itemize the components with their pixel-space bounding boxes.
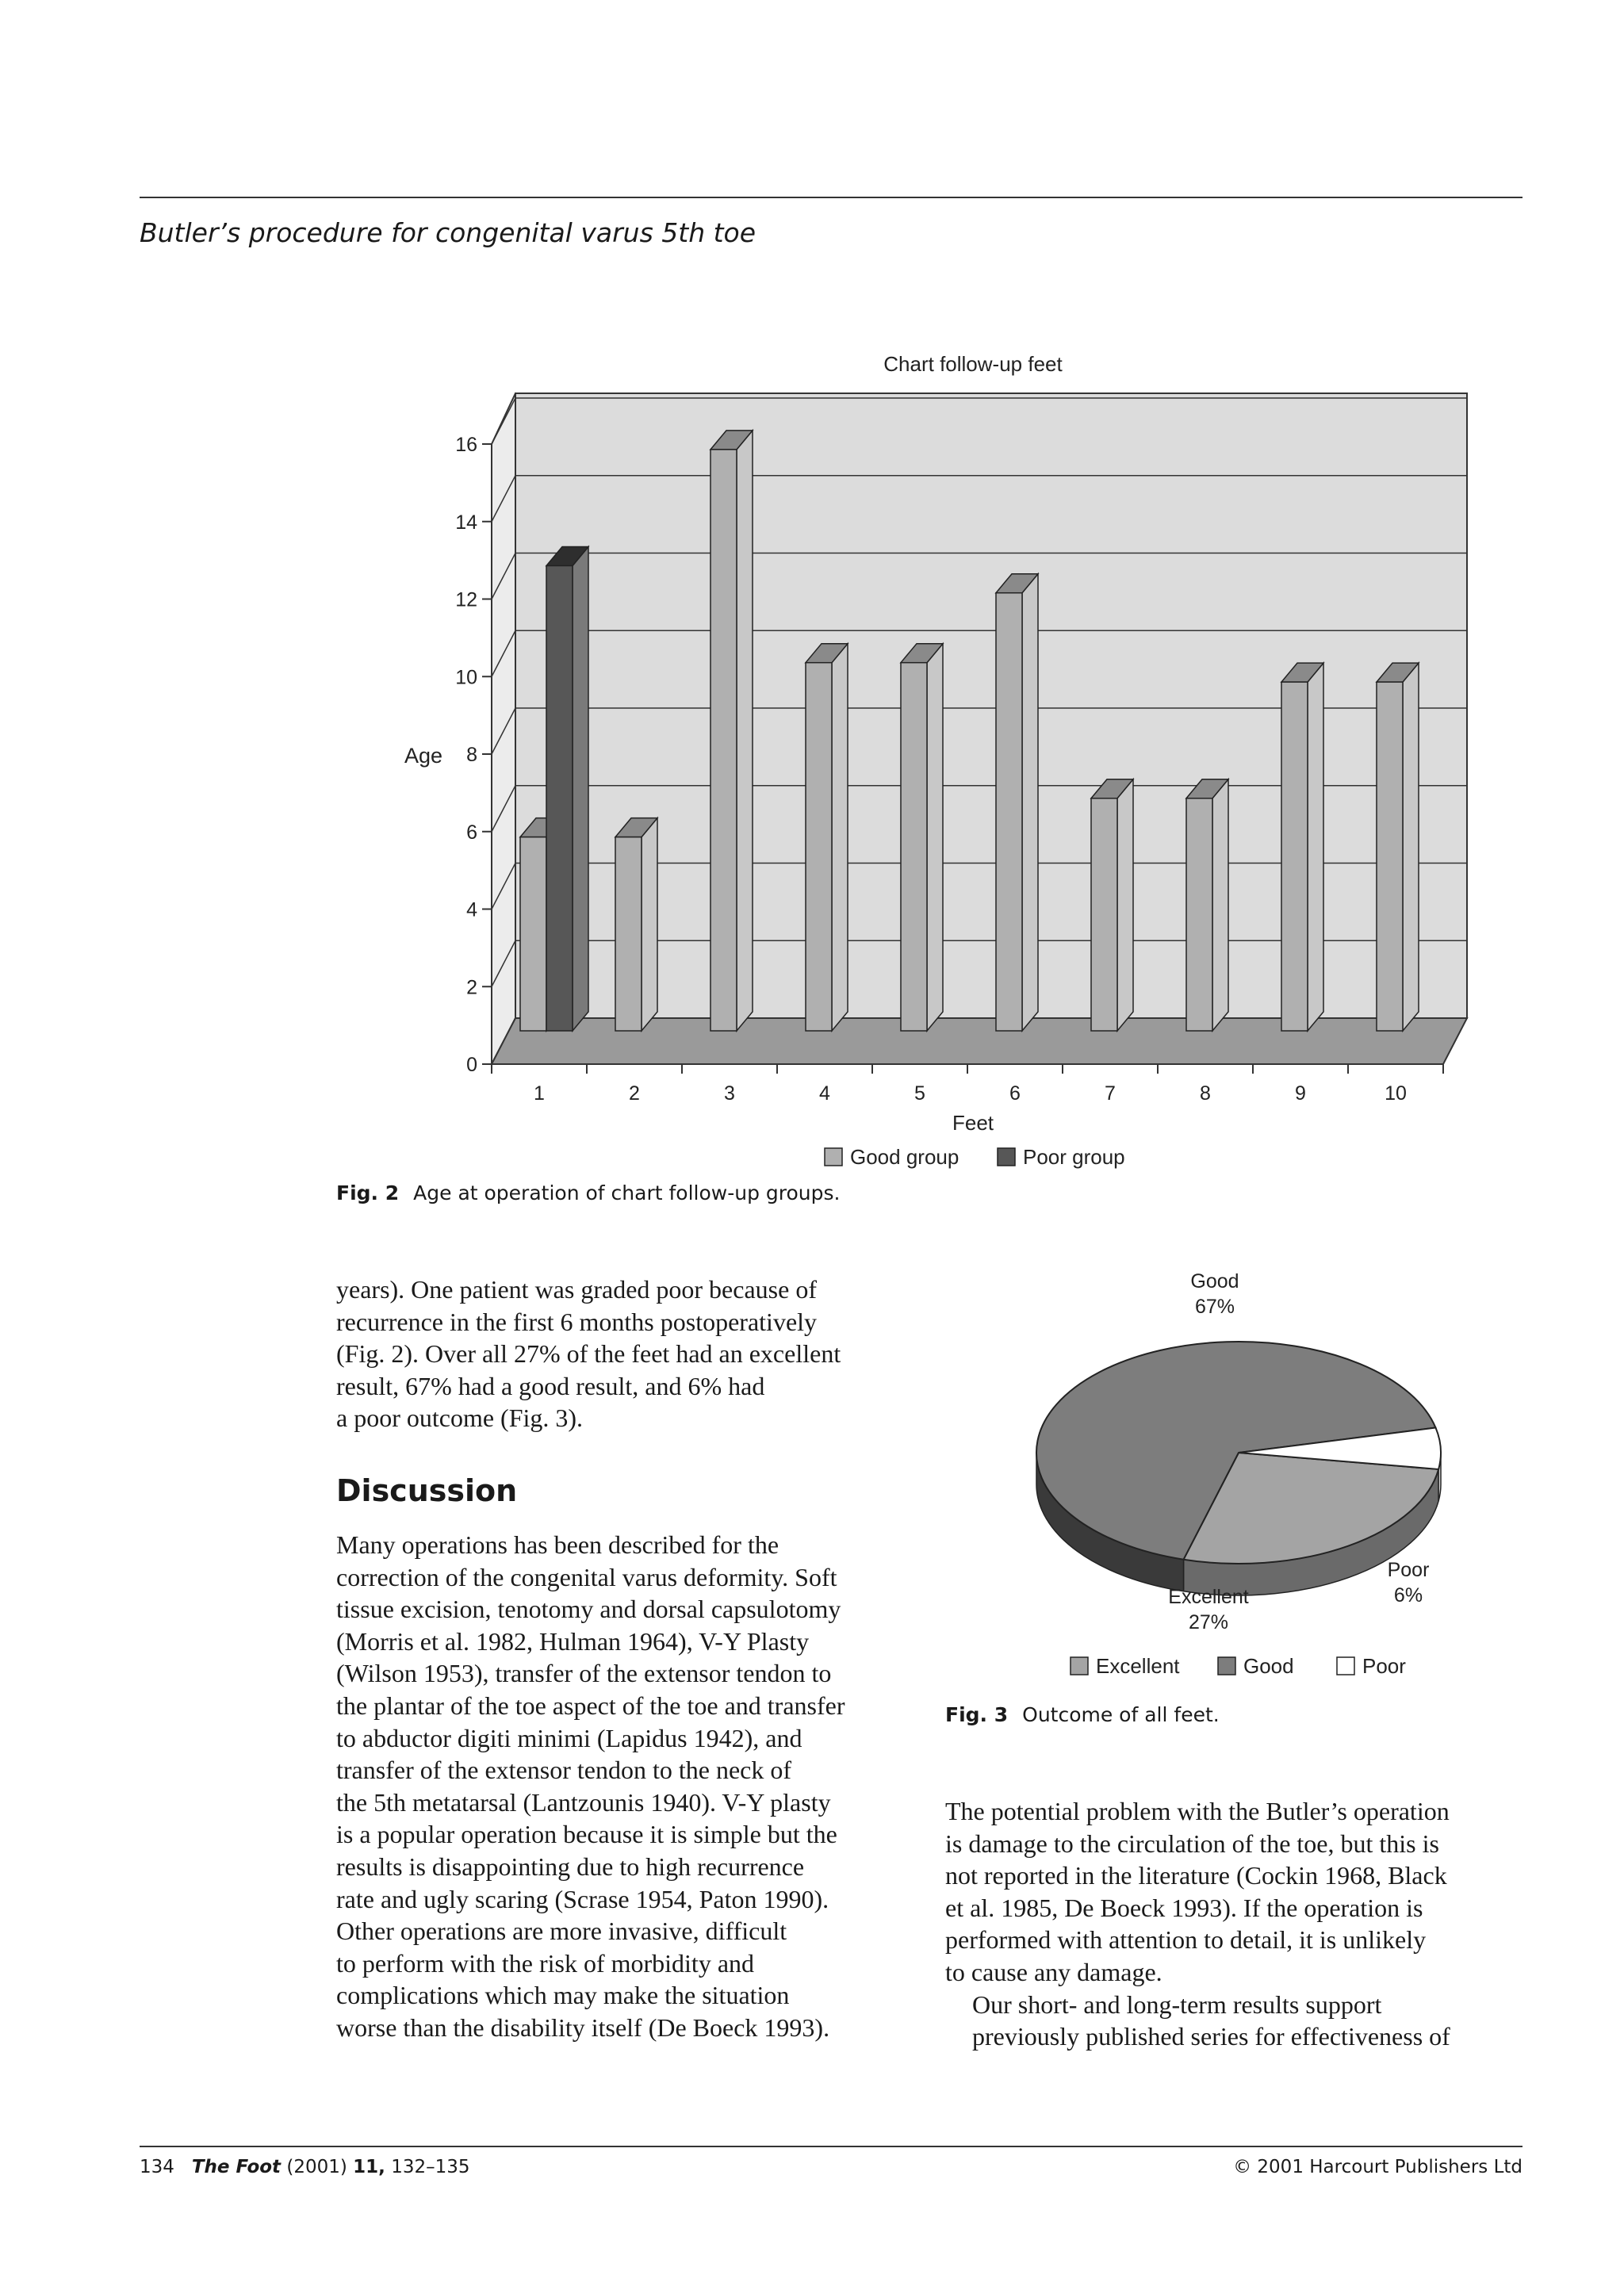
left-paragraph-2	[336, 1529, 907, 2044]
volume: 11,	[353, 2157, 385, 2177]
left-p2-line: worse than the disability itself (De Boeck 1993).	[336, 2012, 830, 2042]
y-tick-label: 0	[466, 1054, 477, 1076]
x-tick-label: 4	[819, 1082, 830, 1105]
y-tick-label: 12	[455, 588, 477, 611]
discussion-heading: Discussion	[336, 1473, 518, 1508]
pie-legend-swatch-poor	[1337, 1657, 1354, 1675]
bottom-rule	[140, 2146, 1522, 2147]
x-tick-label: 8	[1200, 1082, 1211, 1105]
bar-good-foot-10-front	[1377, 682, 1403, 1031]
bar-good-foot-8-front	[1186, 798, 1212, 1031]
bar-good-foot-1-front	[520, 837, 546, 1031]
right-p1-line: to cause any damage.	[945, 1957, 1162, 1986]
left-paragraph-1	[336, 1273, 907, 1434]
x-tick-label: 5	[914, 1082, 925, 1105]
bar-good-foot-6	[996, 574, 1038, 1031]
legend-swatch-good	[825, 1148, 842, 1166]
pie-label-good-name: Good	[1190, 1270, 1239, 1292]
left-p2-line: to perform with the risk of morbidity and	[336, 1948, 755, 1978]
pie-legend-label-excellent: Excellent	[1096, 1654, 1180, 1678]
bar-good-foot-9-front	[1281, 682, 1308, 1031]
figure-2-label: Fig. 2	[336, 1181, 400, 1204]
right-p1-line: The potential problem with the Butler’s operation	[945, 1797, 1450, 1825]
copyright: © 2001 Harcourt Publishers Ltd	[1233, 2157, 1522, 2177]
pie-label-poor-name: Poor	[1387, 1559, 1430, 1581]
bar-good-foot-10-side	[1403, 663, 1419, 1031]
bar-good-foot-7	[1091, 779, 1133, 1031]
left-p2-line: rate and ugly scaring (Scrase 1954, Paton 1990).	[336, 1884, 829, 1913]
bar-poor-foot-1-side	[573, 547, 588, 1032]
right-p1-line: is damage to the circulation of the toe, but this is	[945, 1829, 1439, 1858]
x-tick-label: 6	[1009, 1082, 1021, 1105]
right-p1-line: performed with attention to detail, it is unlikely	[945, 1925, 1427, 1955]
right-p2-line: Our short- and long-term results support	[972, 1989, 1382, 2019]
legend-swatch-poor	[998, 1148, 1015, 1166]
figure-3-text: Outcome of all feet.	[1022, 1703, 1220, 1726]
x-axis-label: Feet	[952, 1111, 994, 1135]
left-p2-line: Many operations has been described for the	[336, 1530, 779, 1559]
x-tick-label: 9	[1295, 1082, 1306, 1105]
footer-citation	[140, 2157, 470, 2177]
left-p1-line: years). One patient was graded poor because of	[336, 1275, 817, 1304]
left-p2-line: correction of the congenital varus deformity. Soft	[336, 1562, 837, 1591]
bar-good-foot-2	[615, 818, 657, 1031]
bar-good-foot-3-side	[737, 431, 753, 1031]
right-p1-line: et al. 1985, De Boeck 1993). If the operation is	[945, 1893, 1423, 1922]
x-tick-label: 2	[629, 1082, 640, 1105]
journal-name: The Foot	[191, 2157, 282, 2177]
bar-good-foot-4-front	[806, 663, 832, 1031]
left-p2-line: the plantar of the toe aspect of the toe and transfer	[336, 1691, 845, 1720]
bar-good-foot-5-side	[927, 644, 943, 1031]
pie-label-excellent-name: Excellent	[1168, 1586, 1249, 1608]
right-paragraph-1	[945, 1795, 1524, 2053]
bar-good-foot-3-front	[710, 450, 737, 1031]
right-p1-line: not reported in the literature (Cockin 1968, Black	[945, 1861, 1447, 1890]
outcome-pie-chart	[920, 1261, 1522, 1689]
left-p2-line: complications which may make the situation	[336, 1981, 790, 2010]
y-tick-label: 8	[466, 744, 477, 766]
x-tick-label: 10	[1385, 1082, 1407, 1105]
figure-3-caption	[945, 1703, 1220, 1726]
left-p2-line: (Morris et al. 1982, Hulman 1964), V-Y Plasty	[336, 1626, 810, 1656]
left-p1-line: result, 67% had a good result, and 6% had	[336, 1371, 765, 1400]
y-tick-label: 10	[455, 666, 477, 689]
bar-good-foot-7-front	[1091, 798, 1117, 1031]
figure-2-text: Age at operation of chart follow-up groups.	[413, 1181, 841, 1204]
y-tick-label: 2	[466, 976, 477, 999]
bar-good-foot-4	[806, 644, 848, 1031]
page-number: 134	[140, 2157, 174, 2177]
pie-legend-label-poor: Poor	[1362, 1654, 1406, 1678]
x-tick-label: 7	[1105, 1082, 1116, 1105]
legend-label-poor: Poor group	[1023, 1145, 1125, 1169]
left-p2-line: tissue excision, tenotomy and dorsal capsulotomy	[336, 1595, 841, 1624]
bar-good-foot-10	[1377, 663, 1419, 1031]
pie-legend-swatch-good	[1218, 1657, 1235, 1675]
left-p2-line: (Wilson 1953), transfer of the extensor tendon to	[336, 1659, 832, 1688]
chart-back-wall	[515, 393, 1467, 1018]
bar-good-foot-2-side	[642, 818, 657, 1031]
bar-good-foot-3	[710, 431, 753, 1031]
pie-legend-swatch-excellent	[1071, 1657, 1088, 1675]
bar-good-foot-9-side	[1308, 663, 1323, 1031]
bar-good-foot-7-side	[1117, 779, 1133, 1031]
y-tick-label: 14	[455, 511, 477, 534]
bar-good-foot-6-front	[996, 593, 1022, 1031]
y-tick-label: 16	[455, 434, 477, 456]
pie-label-excellent-percent: 27%	[1188, 1611, 1229, 1633]
y-axis-label: Age	[404, 744, 443, 768]
left-p2-line: results is disappointing due to high recurrence	[336, 1852, 805, 1881]
figure-2-caption	[336, 1181, 840, 1204]
pie-label-poor-percent: 6%	[1393, 1584, 1423, 1606]
left-p2-line: transfer of the extensor tendon to the neck of	[336, 1756, 792, 1785]
left-p1-line: (Fig. 2). Over all 27% of the feet had an excellent	[336, 1339, 841, 1369]
right-p2-line: previously published series for effectiveness of	[972, 2022, 1450, 2051]
page-range: 132–135	[391, 2157, 470, 2177]
bar-good-foot-4-side	[832, 644, 848, 1031]
left-p2-line: Other operations are more invasive, difficult	[336, 1917, 787, 1946]
pie-legend-label-good: Good	[1243, 1654, 1294, 1678]
left-p1-line: a poor outcome (Fig. 3).	[336, 1403, 584, 1433]
left-p2-line: is a popular operation because it is simple but the	[336, 1820, 837, 1849]
bar-poor-foot-1	[546, 547, 588, 1032]
chart-title: Chart follow-up feet	[883, 352, 1063, 376]
running-head: Butler’s procedure for congenital varus 5th toe	[140, 217, 756, 248]
bar-good-foot-5	[901, 644, 943, 1031]
bar-good-foot-5-front	[901, 663, 927, 1031]
left-p1-line: recurrence in the first 6 months postoperatively	[336, 1307, 818, 1336]
x-tick-label: 1	[534, 1082, 545, 1105]
bar-good-foot-2-front	[615, 837, 642, 1031]
citation-year: (2001)	[286, 2157, 347, 2177]
left-p2-line: the 5th metatarsal (Lantzounis 1940). V-Y plasty	[336, 1787, 831, 1817]
y-tick-label: 6	[466, 821, 477, 844]
y-tick-label: 4	[466, 898, 477, 921]
legend-label-good: Good group	[850, 1145, 959, 1169]
figure-3-label: Fig. 3	[945, 1703, 1009, 1726]
pie-label-good-percent: 67%	[1194, 1296, 1235, 1318]
bar-good-foot-9	[1281, 663, 1323, 1031]
bar-good-foot-6-side	[1022, 574, 1038, 1031]
bar-good-foot-8	[1186, 779, 1228, 1031]
bar-poor-foot-1-front	[546, 566, 573, 1032]
x-tick-label: 3	[724, 1082, 735, 1105]
bar-good-foot-8-side	[1212, 779, 1228, 1031]
left-p2-line: to abductor digiti minimi (Lapidus 1942), and	[336, 1723, 802, 1752]
